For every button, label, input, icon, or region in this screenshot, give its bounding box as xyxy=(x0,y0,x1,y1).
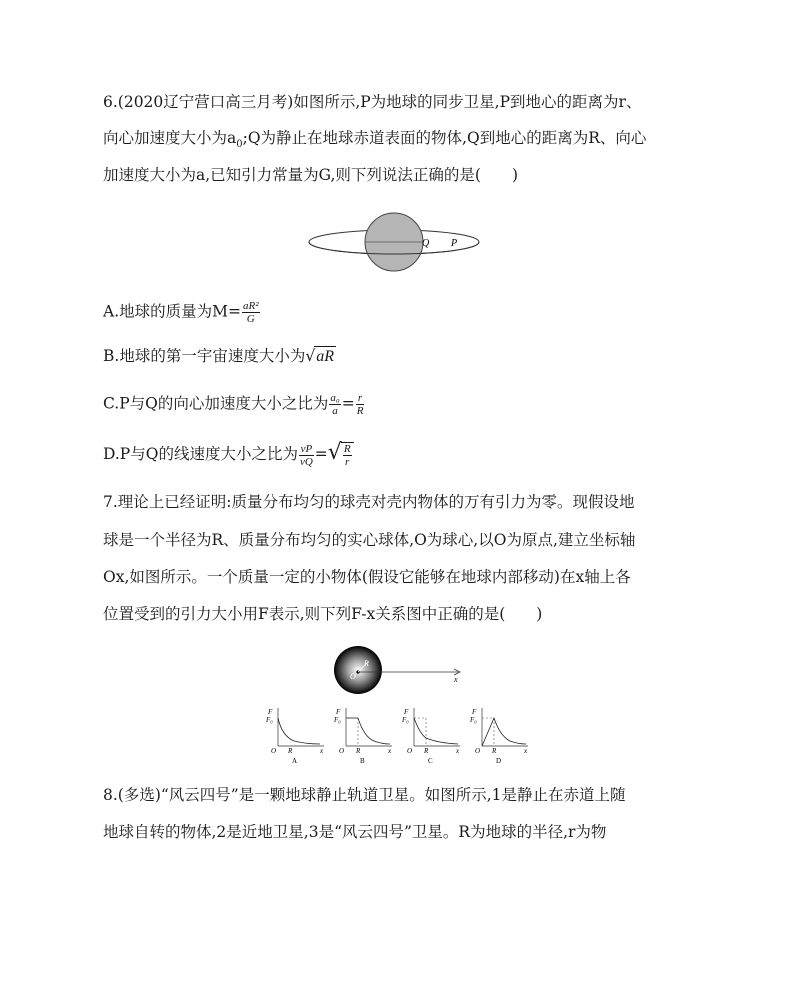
graph-c-o-label: O xyxy=(407,747,413,755)
graph-a-curve xyxy=(278,718,320,744)
q7-earth-axis-figure xyxy=(330,642,470,698)
q6-option-a xyxy=(103,300,261,325)
q6-line-2-pre: 向心加速度大小为a xyxy=(103,129,237,147)
fig-label-o: O xyxy=(350,672,356,681)
frac-denominator: r xyxy=(345,456,350,468)
option-d-fraction-1 xyxy=(299,443,314,468)
frac-numerator: aR² xyxy=(242,300,259,312)
graph-c-f0-label: F₀ xyxy=(402,716,409,724)
option-a-text: A.地球的质量为M= xyxy=(103,302,241,321)
graph-c xyxy=(401,708,460,765)
q7-answer-graphs xyxy=(262,704,538,766)
graph-c-curve xyxy=(414,718,458,744)
graph-b-r-label: R xyxy=(356,747,361,755)
q6-option-d xyxy=(103,442,355,468)
q7-line-4: 位置受到的引力大小用F表示,则下列F-x关系图中正确的是( ) xyxy=(103,605,543,623)
graph-a-o-label: O xyxy=(271,747,277,755)
graph-d-o-label: O xyxy=(475,747,481,755)
option-a-fraction xyxy=(242,300,260,325)
option-b-expr: aR xyxy=(316,348,334,365)
graph-c-f-label: F xyxy=(404,708,409,716)
q6-earth-orbit-figure xyxy=(300,208,490,278)
graph-b-f-label: F xyxy=(336,708,341,716)
frac-numerator: R xyxy=(343,443,351,455)
fig-label-x: x xyxy=(454,675,458,684)
frac-denominator: R xyxy=(356,405,364,417)
q6-line-2-post: ;Q为静止在地球赤道表面的物体,Q到地心的距离为R、向心 xyxy=(242,129,647,147)
fig-label-q: Q xyxy=(422,238,430,249)
graph-d-x-label: x xyxy=(524,747,528,755)
graph-b-f0-label: F₀ xyxy=(334,716,341,724)
frac-denominator: vQ xyxy=(299,455,313,468)
graph-b-x-label: x xyxy=(388,747,392,755)
fig-label-r: R xyxy=(364,659,369,668)
equals-sign: = xyxy=(314,445,328,463)
graph-c-r-label: R xyxy=(424,747,429,755)
graph-d-r-label: R xyxy=(492,747,497,755)
fig-label-p: P xyxy=(451,238,458,249)
frac-denominator: G xyxy=(246,313,255,325)
solid-earth-sphere xyxy=(334,646,382,694)
graph-a-r-label: R xyxy=(288,747,293,755)
frac-numerator: a₀ xyxy=(330,392,340,404)
graph-b-o-label: O xyxy=(339,747,345,755)
frac-denominator: a xyxy=(332,405,338,417)
q6-option-b xyxy=(103,346,336,367)
option-d-fraction-2 xyxy=(341,442,354,468)
graph-d-curve xyxy=(482,718,526,746)
option-c-fraction-2 xyxy=(356,392,365,417)
option-c-text: C.P与Q的向心加速度大小之比为 xyxy=(103,394,329,413)
q6-line-2 xyxy=(103,128,646,155)
graph-a-f0-label: F₀ xyxy=(266,716,273,724)
q8-line-1: 8.(多选)“风云四号”是一颗地球静止轨道卫星。如图所示,1是静止在赤道上随 xyxy=(103,786,626,804)
q6-option-c xyxy=(103,392,365,417)
option-d-text: D.P与Q的线速度大小之比为 xyxy=(103,445,298,463)
graph-d xyxy=(469,708,528,765)
graph-b-letter: B xyxy=(360,757,365,765)
graph-b xyxy=(333,708,392,765)
q6-line-3: 加速度大小为a,已知引力常量为G,则下列说法正确的是( ) xyxy=(103,166,519,184)
graph-d-f-label: F xyxy=(472,708,477,716)
graph-c-x-label: x xyxy=(456,747,460,755)
option-c-fraction-1 xyxy=(329,392,340,417)
q7-line-3: Ox,如图所示。一个质量一定的小物体(假设它能够在地球内部移动)在x轴上各 xyxy=(103,568,631,586)
q8-line-2: 地球自转的物体,2是近地卫星,3是“风云四号”卫星。R为地球的半径,r为物 xyxy=(103,823,607,841)
q7-line-1: 7.理论上已经证明:质量分布均匀的球壳对壳内物体的万有引力为零。现假设地 xyxy=(103,493,635,511)
graph-a xyxy=(265,708,324,765)
graph-b-curve xyxy=(358,718,390,744)
graph-a-f-label: F xyxy=(268,708,273,716)
option-b-text: B.地球的第一宇宙速度大小为 xyxy=(103,347,306,365)
q7-line-2: 球是一个半径为R、质量分布均匀的实心球体,O为球心,以O为原点,建立坐标轴 xyxy=(103,531,636,549)
q6-line-1: 6.(2020辽宁营口高三月考)如图所示,P为地球的同步卫星,P到地心的距离为r、 xyxy=(103,93,642,111)
graph-c-letter: C xyxy=(428,757,433,765)
sqrt-icon: √ xyxy=(305,347,316,365)
q6-line-2-sub: 0 xyxy=(236,139,243,151)
graph-d-f0-label: F₀ xyxy=(470,716,477,724)
equals-sign: = xyxy=(341,394,355,413)
graph-d-letter: D xyxy=(496,757,502,765)
frac-numerator: vP xyxy=(300,442,313,455)
graph-a-letter: A xyxy=(292,757,298,765)
sqrt-icon: √ xyxy=(327,440,342,465)
graph-a-x-label: x xyxy=(320,747,324,755)
frac-numerator: r xyxy=(356,392,365,405)
